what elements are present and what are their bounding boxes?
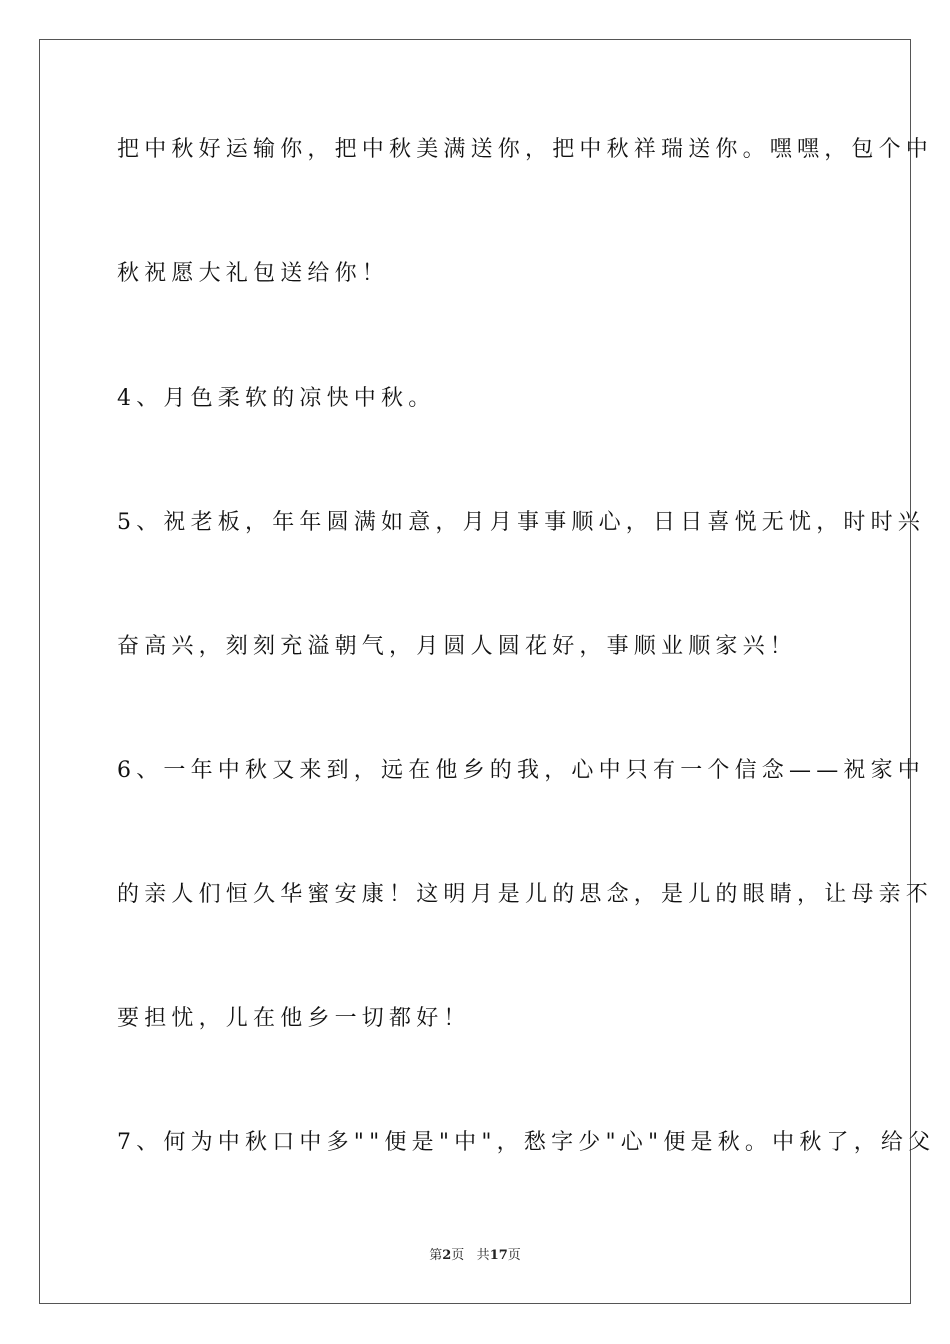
text-line-2: 秋祝愿大礼包送给你！ (117, 261, 390, 286)
current-page-number: 2 (442, 1248, 452, 1263)
page-suffix: 页 (451, 1248, 465, 1263)
text-line-7: 的亲人们恒久华蜜安康！这明月是儿的思念，是儿的眼睛，让母亲不 (117, 882, 934, 907)
text-line-8: 要担忧，儿在他乡一切都好！ (117, 1006, 471, 1031)
text-line-9: 7、何为中秋口中多""便是"中"，愁字少"心"便是秋。中秋了，给父 (117, 1130, 936, 1155)
text-line-6: 6、一年中秋又来到，远在他乡的我，心中只有一个信念——祝家中 (117, 758, 925, 783)
page-border (39, 39, 936, 1304)
total-prefix: 共 (476, 1248, 490, 1263)
text-line-1: 把中秋好运输你，把中秋美满送你，把中秋祥瑞送你。嘿嘿，包个中 (117, 137, 934, 162)
text-line-3: 4、月色柔软的凉快中秋。 (117, 386, 436, 411)
page-footer (0, 1248, 950, 1264)
total-suffix: 页 (507, 1248, 521, 1263)
text-line-5: 奋高兴，刻刻充溢朝气，月圆人圆花好，事顺业顺家兴！ (117, 634, 798, 659)
text-line-4: 5、祝老板，年年圆满如意，月月事事顺心，日日喜悦无忧，时时兴 (117, 510, 925, 535)
page-prefix: 第 (429, 1248, 443, 1263)
total-page-count: 17 (489, 1248, 508, 1263)
